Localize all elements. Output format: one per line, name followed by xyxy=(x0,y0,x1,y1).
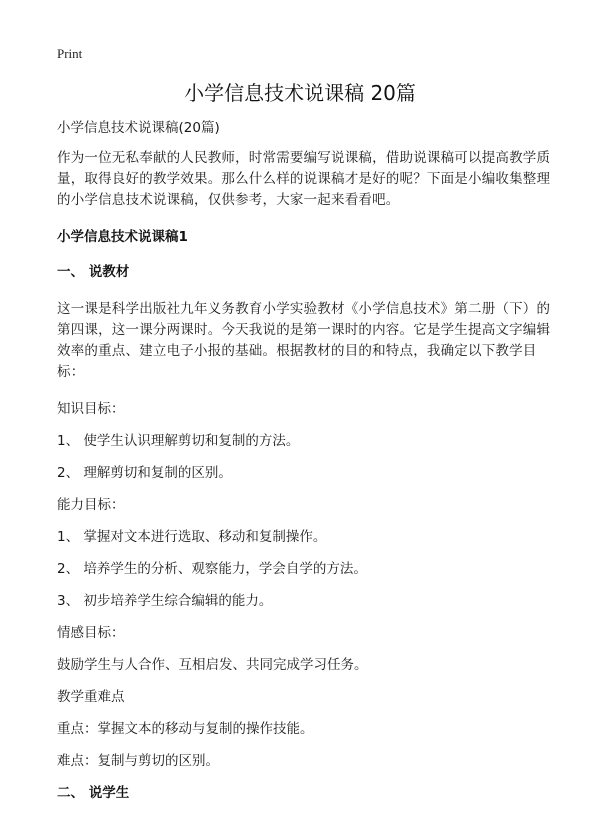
knowledge-goal-item: 1、 使学生认识理解剪切和复制的方法。 xyxy=(57,433,300,449)
document-subtitle: 小学信息技术说课稿(20篇) xyxy=(57,120,220,136)
ability-goals-label: 能力目标： xyxy=(57,497,125,513)
knowledge-goals-label: 知识目标： xyxy=(57,401,125,417)
difficult-point: 难点：复制与剪切的区别。 xyxy=(57,753,219,769)
ability-goal-item: 3、 初步培养学生综合编辑的能力。 xyxy=(57,593,273,609)
document-body xyxy=(57,118,557,820)
key-point: 重点：掌握文本的移动与复制的操作技能。 xyxy=(57,721,314,737)
section-heading-materials: 一、 说教材 xyxy=(57,264,130,280)
materials-paragraph: 这一课是科学出版社九年义务教育小学实验教材《小学信息技术》第二册（下）的第四课，这一课分两课时。今天我说的是第一课时的内容。它是学生提高文字编辑效率的重点、建立电子小报的基础。根据教材的目的和特点，我确定以下教学目标： xyxy=(57,301,551,380)
section-heading-students: 二、 说学生 xyxy=(57,785,130,801)
page-title: 小学信息技术说课稿 20篇 xyxy=(184,81,416,105)
knowledge-goal-item: 2、 理解剪切和复制的区别。 xyxy=(57,465,232,481)
ability-goal-item: 2、 培养学生的分析、观察能力，学会自学的方法。 xyxy=(57,561,367,577)
intro-paragraph: 作为一位无私奉献的人民教师，时常需要编写说课稿，借助说课稿可以提高教学质量，取得良好的教学效果。那么什么样的说课稿才是好的呢？下面是小编收集整理的小学信息技术说课稿，仅供参考，大家一起来看看吧。 xyxy=(57,150,551,208)
emotion-goals-label: 情感目标： xyxy=(57,625,125,641)
ability-goal-item: 1、 掌握对文本进行选取、移动和复制操作。 xyxy=(57,529,327,545)
essay-title: 小学信息技术说课稿1 xyxy=(57,229,188,245)
print-link[interactable]: Print xyxy=(57,46,83,61)
key-points-label: 教学重难点 xyxy=(57,689,125,705)
emotion-goal-item: 鼓励学生与人合作、互相启发、共同完成学习任务。 xyxy=(57,657,368,673)
